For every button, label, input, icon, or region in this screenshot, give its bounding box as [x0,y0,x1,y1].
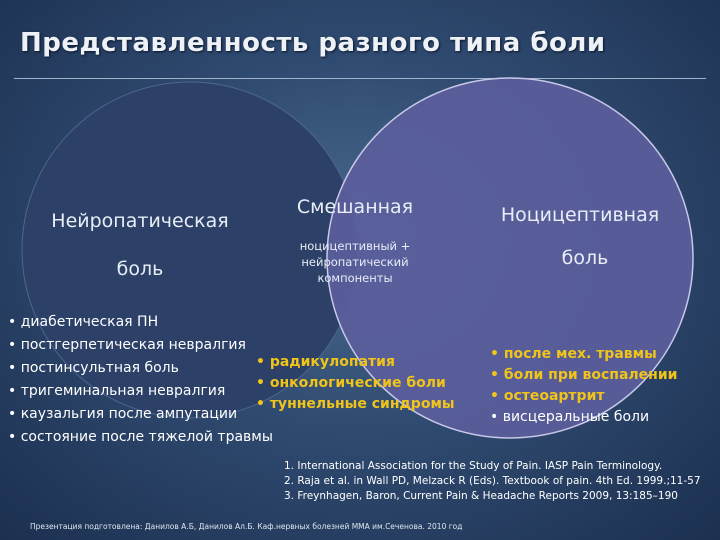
references-list [284,459,701,504]
footer-credit: Презентация подготовлена: Данилов А.Б, Данилов Ал.Б. Каф.нервных болезней ММА им.Сеченова. 2010 год [30,522,463,531]
mixed-sublabel [285,238,425,286]
list-item: • туннельные синдромы [256,396,455,412]
neuropathic-examples-list [8,311,273,449]
list-item: • после мех. травмы [490,346,657,362]
list-item: • диабетическая ПН [8,314,159,330]
mixed-label: Смешанная [296,196,414,218]
mixed-sublabel-line: ноцицептивный + [299,239,411,253]
list-item: • висцеральные боли [490,409,650,425]
list-item: • постинсультная боль [8,360,179,376]
neuropathic-label: Нейропатическая [51,210,229,232]
slide-title: Представленность разного типа боли [20,28,606,58]
nociceptive-label: Ноцицептивная [500,204,660,226]
reference-item: 3. Freynhagen, Baron, Current Pain & Headache Reports 2009, 13:185–190 [284,490,678,502]
list-item: • тригеминальная невралгия [8,383,226,399]
reference-item: 2. Raja et al. in Wall PD, Melzack R (Eds). Textbook of pain. 4th Ed. 1999.;11-57 [284,475,701,487]
mixed-examples-list [256,352,455,415]
reference-item: 1. International Association for the Study of Pain. IASP Pain Terminology. [284,460,663,472]
list-item: • радикулопатия [256,354,395,370]
list-item: • состояние после тяжелой травмы [8,429,273,445]
list-item: • онкологические боли [256,375,446,391]
neuropathic-label-line2: боль [116,258,164,280]
nociceptive-examples-list [490,344,677,428]
nociceptive-label-line2: боль [561,247,609,269]
mixed-sublabel-line: компоненты [317,271,393,285]
list-item: • остеоартрит [490,388,605,404]
list-item: • постгерпетическая невралгия [8,337,246,353]
mixed-sublabel-line: нейропатический [301,255,409,269]
list-item: • боли при воспалении [490,367,678,383]
list-item: • каузальгия после ампутации [8,406,238,422]
